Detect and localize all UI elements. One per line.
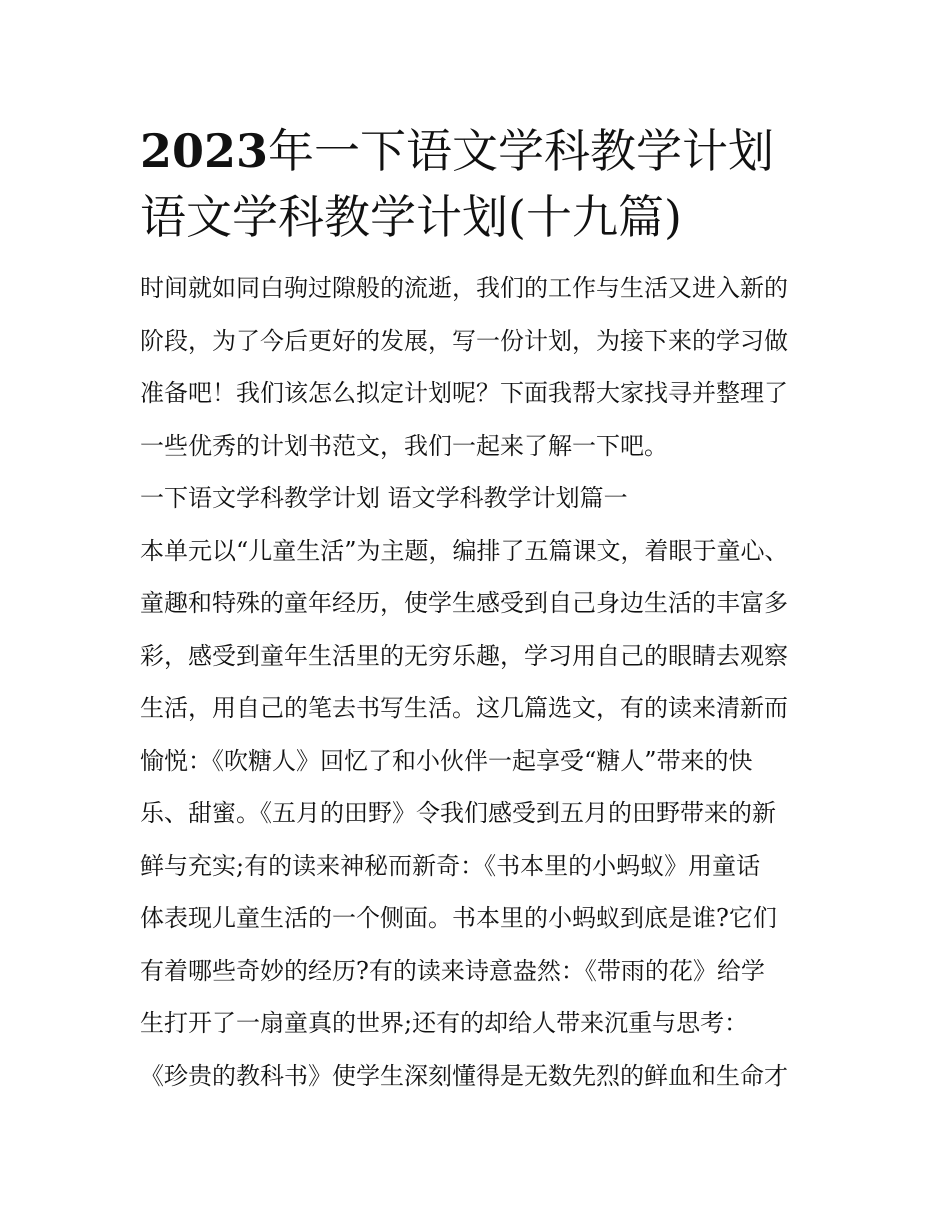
section-line: 有着哪些奇妙的经历?有的读来诗意盎然：《带雨的花》给学 (140, 956, 765, 985)
section-heading-text: 一下语文学科教学计划 语文学科教学计划篇一 (140, 484, 628, 512)
section-heading (140, 472, 830, 525)
intro-line: 时间就如同白驹过隙般的流逝，我们的工作与生活又进入新的 (140, 274, 788, 302)
document-title-line-1 (140, 118, 830, 184)
section-line: 彩，感受到童年生活里的无穷乐趣，学习用自己的眼睛去观察 (140, 641, 788, 670)
intro-paragraph (140, 262, 830, 472)
section-line: 生打开了一扇童真的世界;还有的却给人带来沉重与思考： (140, 1009, 749, 1037)
section-line: 童趣和特殊的童年经历，使学生感受到自己身边生活的丰富多 (140, 589, 788, 617)
section-line: 本单元以“儿童生活”为主题，编排了五篇课文，着眼于童心、 (140, 536, 789, 565)
title-year: 2023 (140, 124, 269, 178)
section-line: 鲜与充实;有的读来神秘而新奇：《书本里的小蚂蚁》用童话 (140, 851, 761, 880)
section-line: 乐、甜蜜。《五月的田野》令我们感受到五月的田野带来的新 (140, 799, 776, 827)
document-title-line-2: 语文学科教学计划(十九篇) (140, 190, 682, 244)
section-line: 《珍贵的教科书》使学生深刻懂得是无数先烈的鲜血和生命才 (140, 1061, 788, 1090)
intro-line: 准备吧！我们该怎么拟定计划呢？下面我帮大家找寻并整理了 (140, 379, 788, 407)
section-line: 体表现儿童生活的一个侧面。书本里的小蚂蚁到底是谁?它们 (140, 904, 777, 932)
section-line: 愉悦：《吹糖人》回忆了和小伙伴一起享受“糖人”带来的快 (140, 746, 753, 775)
intro-line: 一些优秀的计划书范文，我们一起来了解一下吧。 (140, 431, 668, 460)
section-paragraph (140, 525, 830, 1103)
section-line: 生活，用自己的笔去书写生活。这几篇选文，有的读来清新而 (140, 694, 788, 722)
title-line-1-text: 年一下语文学科教学计划 (268, 124, 775, 178)
document-page (140, 118, 830, 1102)
document-body (140, 262, 830, 1102)
intro-line: 阶段，为了今后更好的发展，写一份计划，为接下来的学习做 (140, 326, 788, 355)
